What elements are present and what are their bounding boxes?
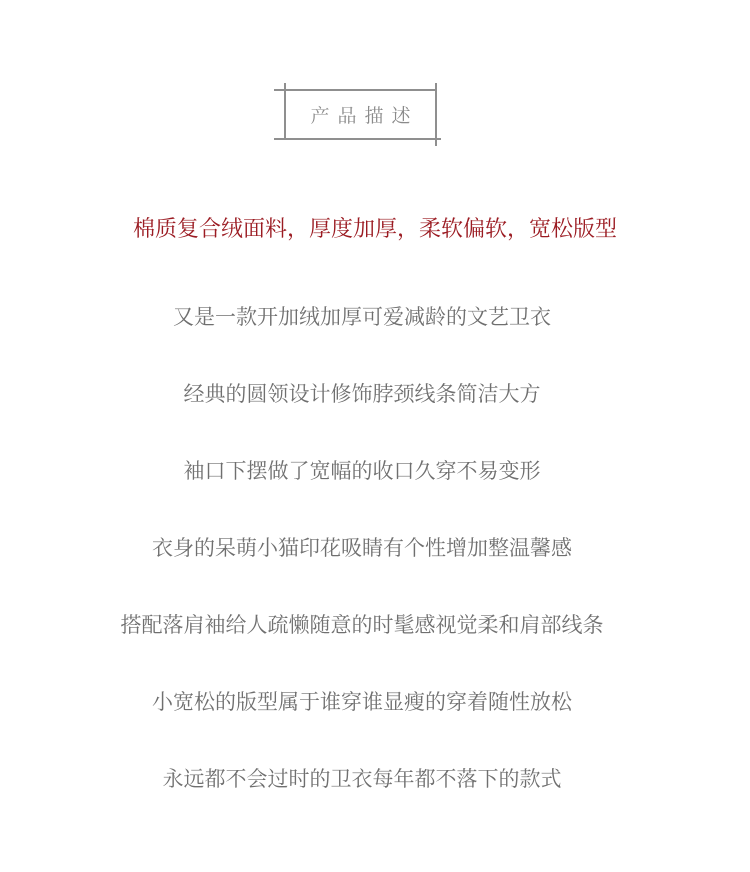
frame-corner-tick: [284, 83, 286, 91]
description-line: 袖口下摆做了宽幅的收口久穿不易变形: [183, 459, 541, 483]
frame-corner-tick: [435, 83, 437, 91]
description-line: 经典的圆领设计修饰脖颈线条简洁大方: [183, 382, 541, 406]
section-title: 产品描述: [310, 105, 419, 127]
product-headline: 棉质复合绒面料，厚度加厚，柔软偏软，宽松版型: [132, 217, 617, 242]
frame-corner-tick: [274, 138, 286, 140]
description-line: 搭配落肩袖给人疏懒随意的时髦感视觉柔和肩部线条: [120, 613, 604, 637]
description-line: 又是一款开加绒加厚可爱减龄的文艺卫衣: [173, 305, 551, 329]
description-line: 永远都不会过时的卫衣每年都不落下的款式: [162, 767, 562, 791]
section-title-frame: [284, 89, 437, 140]
description-line: 衣身的呆萌小猫印花吸睛有个性增加整温馨感: [152, 536, 572, 560]
description-line: 小宽松的版型属于谁穿谁显瘦的穿着随性放松: [152, 690, 572, 714]
frame-corner-tick: [435, 138, 437, 146]
